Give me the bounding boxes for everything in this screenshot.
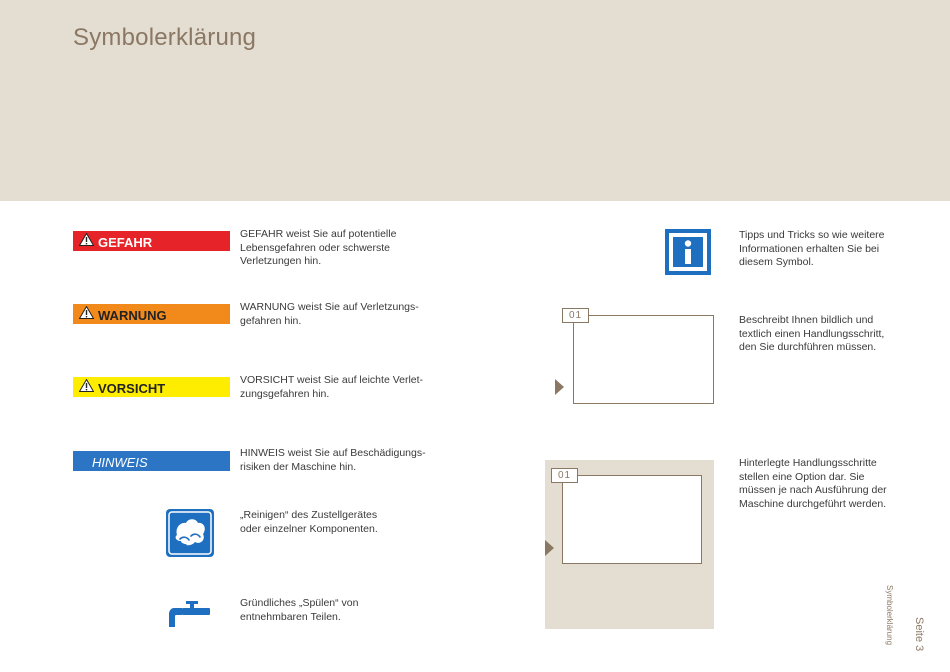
desc-reinigen: „Reinigen“ des Zustellgerätes oder einzelner Komponenten.: [240, 509, 378, 535]
desc-option: Hinterlegte Handlungsschritte stellen eine Option dar. Sie müssen je nach Ausführung der Maschine durchgeführt werden.: [739, 457, 887, 510]
footer-section-title: Symbolerklärung: [885, 585, 894, 646]
label-vorsicht-text: VORSICHT: [98, 380, 166, 396]
warning-triangle-icon: [79, 379, 94, 395]
page-footer: [885, 585, 925, 651]
warning-triangle-icon: [79, 233, 94, 249]
label-hinweis: [73, 451, 230, 471]
label-warnung: [73, 304, 230, 324]
desc-step: Beschreibt Ihnen bildlich und textlich einen Handlungsschritt, den Sie durchführen müssen.: [739, 314, 885, 353]
desc-gefahr: GEFAHR weist Sie auf potentielle Lebensgefahren oder schwerste Verletzungen hin.: [240, 228, 397, 267]
desc-spuelen: Gründliches „Spülen“ von entnehmbaren Teilen.: [240, 597, 359, 623]
warning-triangle-icon: [79, 306, 94, 322]
water-tap-icon: [168, 600, 214, 628]
info-icon: [665, 229, 711, 275]
desc-warnung: WARNUNG weist Sie auf Verletzungs- gefahren hin.: [240, 301, 419, 327]
step-arrow-icon: [545, 540, 554, 556]
label-vorsicht: [73, 377, 230, 397]
label-hinweis-text: HINWEIS: [92, 454, 148, 470]
desc-vorsicht: VORSICHT weist Sie auf leichte Verlet- zungsgefahren hin.: [240, 374, 424, 400]
option-step-frame: [562, 475, 702, 564]
desc-info: Tipps und Tricks so wie weitere Informationen erhalten Sie bei diesem Symbol.: [739, 229, 885, 268]
page-number: Seite 3: [913, 616, 925, 651]
page-title: Symbolerklärung: [73, 24, 257, 51]
label-gefahr-text: GEFAHR: [98, 234, 153, 250]
step-arrow-icon: [555, 379, 564, 395]
option-step-number: 01: [551, 468, 578, 483]
step-number: 01: [562, 308, 589, 323]
label-warnung-text: WARNUNG: [98, 307, 167, 323]
step-frame: [573, 315, 714, 404]
desc-hinweis: HINWEIS weist Sie auf Beschädigungs- risiken der Maschine hin.: [240, 447, 426, 473]
cleaning-sponge-icon: [166, 509, 214, 557]
label-gefahr: [73, 231, 230, 251]
